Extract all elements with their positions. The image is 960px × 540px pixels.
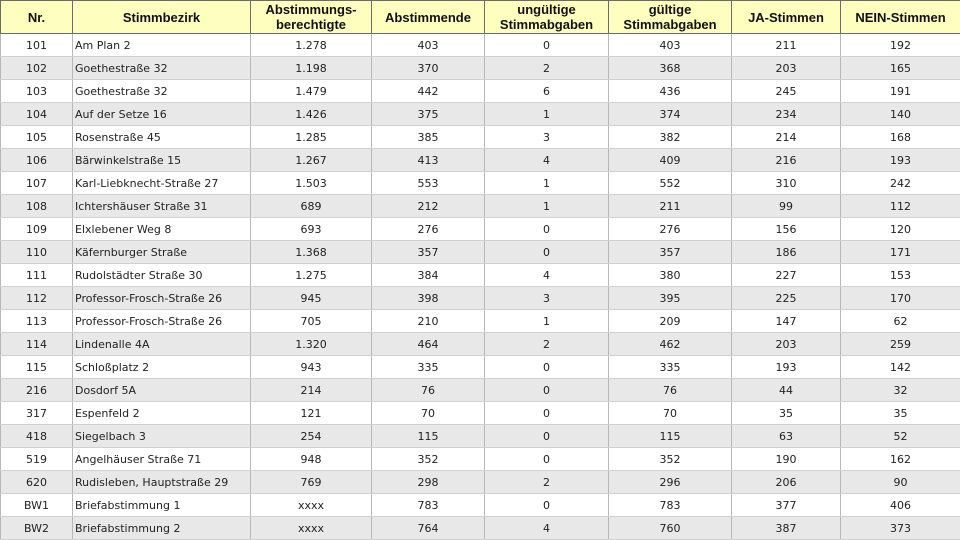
cell-stimmbezirk: Rudisleben, Hauptstraße 29 xyxy=(73,471,251,494)
cell-ungueltige: 0 xyxy=(485,34,609,57)
cell-berechtigte: 948 xyxy=(251,448,372,471)
table-row xyxy=(1,425,960,448)
cell-ungueltige: 3 xyxy=(485,287,609,310)
cell-ungueltige: 4 xyxy=(485,149,609,172)
table-row xyxy=(1,172,960,195)
cell-nr: 101 xyxy=(1,34,73,57)
cell-ungueltige: 2 xyxy=(485,471,609,494)
table-row xyxy=(1,149,960,172)
table-row xyxy=(1,264,960,287)
cell-abstimmende: 352 xyxy=(372,448,485,471)
cell-berechtigte: 1.320 xyxy=(251,333,372,356)
cell-ja: 234 xyxy=(732,103,841,126)
cell-gueltige: 380 xyxy=(609,264,732,287)
cell-nr: 107 xyxy=(1,172,73,195)
cell-berechtigte: xxxx xyxy=(251,494,372,517)
cell-abstimmende: 76 xyxy=(372,379,485,402)
cell-stimmbezirk: Am Plan 2 xyxy=(73,34,251,57)
cell-abstimmende: 210 xyxy=(372,310,485,333)
table-row xyxy=(1,333,960,356)
cell-stimmbezirk: Professor-Frosch-Straße 26 xyxy=(73,287,251,310)
table-row xyxy=(1,34,960,57)
header-gueltige: gültige Stimmabgaben xyxy=(609,1,732,34)
table-row xyxy=(1,126,960,149)
cell-gueltige: 374 xyxy=(609,103,732,126)
cell-berechtigte: 1.275 xyxy=(251,264,372,287)
table-body xyxy=(1,34,960,540)
table-row xyxy=(1,471,960,494)
table-row xyxy=(1,218,960,241)
cell-ungueltige: 6 xyxy=(485,80,609,103)
cell-stimmbezirk: Rosenstraße 45 xyxy=(73,126,251,149)
cell-ja: 99 xyxy=(732,195,841,218)
cell-berechtigte: 254 xyxy=(251,425,372,448)
cell-ja: 190 xyxy=(732,448,841,471)
cell-nein: 406 xyxy=(841,494,960,517)
cell-abstimmende: 413 xyxy=(372,149,485,172)
cell-stimmbezirk: Käfernburger Straße xyxy=(73,241,251,264)
cell-stimmbezirk: Elxlebener Weg 8 xyxy=(73,218,251,241)
cell-nein: 35 xyxy=(841,402,960,425)
cell-ungueltige: 4 xyxy=(485,264,609,287)
cell-abstimmende: 115 xyxy=(372,425,485,448)
cell-nein: 142 xyxy=(841,356,960,379)
cell-nr: 216 xyxy=(1,379,73,402)
cell-gueltige: 403 xyxy=(609,34,732,57)
cell-ja: 193 xyxy=(732,356,841,379)
cell-ja: 186 xyxy=(732,241,841,264)
cell-abstimmende: 464 xyxy=(372,333,485,356)
cell-nein: 191 xyxy=(841,80,960,103)
cell-ja: 203 xyxy=(732,57,841,80)
cell-ja: 63 xyxy=(732,425,841,448)
cell-nr: 108 xyxy=(1,195,73,218)
cell-ja: 214 xyxy=(732,126,841,149)
cell-gueltige: 296 xyxy=(609,471,732,494)
table-row xyxy=(1,402,960,425)
cell-stimmbezirk: Dosdorf 5A xyxy=(73,379,251,402)
cell-stimmbezirk: Goethestraße 32 xyxy=(73,57,251,80)
cell-abstimmende: 298 xyxy=(372,471,485,494)
cell-nr: 317 xyxy=(1,402,73,425)
cell-ja: 147 xyxy=(732,310,841,333)
cell-gueltige: 436 xyxy=(609,80,732,103)
cell-gueltige: 395 xyxy=(609,287,732,310)
cell-nein: 120 xyxy=(841,218,960,241)
cell-gueltige: 409 xyxy=(609,149,732,172)
header-berechtigte: Abstimmungs- berechtigte xyxy=(251,1,372,34)
cell-stimmbezirk: Espenfeld 2 xyxy=(73,402,251,425)
cell-nr: 519 xyxy=(1,448,73,471)
cell-nr: 111 xyxy=(1,264,73,287)
cell-nein: 162 xyxy=(841,448,960,471)
cell-nr: 113 xyxy=(1,310,73,333)
cell-nr: BW2 xyxy=(1,517,73,540)
cell-ungueltige: 0 xyxy=(485,218,609,241)
cell-abstimmende: 370 xyxy=(372,57,485,80)
cell-gueltige: 115 xyxy=(609,425,732,448)
cell-berechtigte: 769 xyxy=(251,471,372,494)
cell-nein: 171 xyxy=(841,241,960,264)
cell-nein: 112 xyxy=(841,195,960,218)
cell-abstimmende: 212 xyxy=(372,195,485,218)
table-row xyxy=(1,287,960,310)
cell-abstimmende: 335 xyxy=(372,356,485,379)
cell-abstimmende: 276 xyxy=(372,218,485,241)
cell-nein: 165 xyxy=(841,57,960,80)
cell-abstimmende: 783 xyxy=(372,494,485,517)
cell-ja: 310 xyxy=(732,172,841,195)
cell-abstimmende: 403 xyxy=(372,34,485,57)
cell-abstimmende: 357 xyxy=(372,241,485,264)
cell-berechtigte: 689 xyxy=(251,195,372,218)
header-ungueltige: ungültige Stimmabgaben xyxy=(485,1,609,34)
cell-ungueltige: 0 xyxy=(485,448,609,471)
cell-gueltige: 352 xyxy=(609,448,732,471)
table-row xyxy=(1,195,960,218)
cell-gueltige: 209 xyxy=(609,310,732,333)
cell-nein: 259 xyxy=(841,333,960,356)
cell-gueltige: 211 xyxy=(609,195,732,218)
cell-stimmbezirk: Goethestraße 32 xyxy=(73,80,251,103)
cell-ja: 225 xyxy=(732,287,841,310)
cell-stimmbezirk: Auf der Setze 16 xyxy=(73,103,251,126)
cell-nein: 52 xyxy=(841,425,960,448)
cell-abstimmende: 764 xyxy=(372,517,485,540)
cell-gueltige: 276 xyxy=(609,218,732,241)
cell-ungueltige: 4 xyxy=(485,517,609,540)
cell-stimmbezirk: Ichtershäuser Straße 31 xyxy=(73,195,251,218)
cell-nein: 140 xyxy=(841,103,960,126)
cell-berechtigte: xxxx xyxy=(251,517,372,540)
cell-ungueltige: 2 xyxy=(485,333,609,356)
cell-gueltige: 70 xyxy=(609,402,732,425)
cell-stimmbezirk: Bärwinkelstraße 15 xyxy=(73,149,251,172)
cell-nein: 373 xyxy=(841,517,960,540)
cell-nein: 168 xyxy=(841,126,960,149)
cell-ja: 245 xyxy=(732,80,841,103)
cell-stimmbezirk: Briefabstimmung 2 xyxy=(73,517,251,540)
cell-berechtigte: 1.198 xyxy=(251,57,372,80)
table-row xyxy=(1,379,960,402)
cell-nein: 242 xyxy=(841,172,960,195)
cell-nein: 153 xyxy=(841,264,960,287)
header-row xyxy=(1,1,960,34)
cell-nein: 90 xyxy=(841,471,960,494)
cell-nr: 418 xyxy=(1,425,73,448)
cell-nr: 115 xyxy=(1,356,73,379)
cell-ungueltige: 1 xyxy=(485,195,609,218)
cell-ja: 387 xyxy=(732,517,841,540)
cell-nr: 106 xyxy=(1,149,73,172)
cell-abstimmende: 384 xyxy=(372,264,485,287)
cell-berechtigte: 1.503 xyxy=(251,172,372,195)
cell-nr: 620 xyxy=(1,471,73,494)
header-nein: NEIN-Stimmen xyxy=(841,1,960,34)
cell-gueltige: 462 xyxy=(609,333,732,356)
cell-abstimmende: 553 xyxy=(372,172,485,195)
cell-berechtigte: 1.426 xyxy=(251,103,372,126)
cell-gueltige: 760 xyxy=(609,517,732,540)
cell-gueltige: 335 xyxy=(609,356,732,379)
table-row xyxy=(1,310,960,333)
table-row xyxy=(1,517,960,540)
cell-nr: 104 xyxy=(1,103,73,126)
cell-stimmbezirk: Briefabstimmung 1 xyxy=(73,494,251,517)
cell-ungueltige: 0 xyxy=(485,494,609,517)
cell-ja: 377 xyxy=(732,494,841,517)
cell-nr: 105 xyxy=(1,126,73,149)
cell-ja: 206 xyxy=(732,471,841,494)
cell-nein: 170 xyxy=(841,287,960,310)
cell-ja: 44 xyxy=(732,379,841,402)
cell-gueltige: 783 xyxy=(609,494,732,517)
cell-ungueltige: 1 xyxy=(485,103,609,126)
cell-ungueltige: 1 xyxy=(485,172,609,195)
cell-nein: 62 xyxy=(841,310,960,333)
cell-ja: 156 xyxy=(732,218,841,241)
cell-stimmbezirk: Lindenalle 4A xyxy=(73,333,251,356)
cell-nein: 193 xyxy=(841,149,960,172)
cell-abstimmende: 385 xyxy=(372,126,485,149)
cell-stimmbezirk: Rudolstädter Straße 30 xyxy=(73,264,251,287)
cell-ja: 35 xyxy=(732,402,841,425)
table-row xyxy=(1,448,960,471)
cell-abstimmende: 70 xyxy=(372,402,485,425)
cell-nein: 32 xyxy=(841,379,960,402)
cell-ungueltige: 0 xyxy=(485,402,609,425)
cell-stimmbezirk: Schloßplatz 2 xyxy=(73,356,251,379)
cell-abstimmende: 398 xyxy=(372,287,485,310)
cell-ja: 216 xyxy=(732,149,841,172)
header-abstimmende: Abstimmende xyxy=(372,1,485,34)
cell-berechtigte: 1.278 xyxy=(251,34,372,57)
cell-ungueltige: 1 xyxy=(485,310,609,333)
cell-ja: 227 xyxy=(732,264,841,287)
table-row xyxy=(1,494,960,517)
cell-berechtigte: 1.479 xyxy=(251,80,372,103)
header-nr: Nr. xyxy=(1,1,73,34)
cell-gueltige: 552 xyxy=(609,172,732,195)
header-stimmbezirk: Stimmbezirk xyxy=(73,1,251,34)
cell-abstimmende: 442 xyxy=(372,80,485,103)
cell-nr: 102 xyxy=(1,57,73,80)
cell-nr: 112 xyxy=(1,287,73,310)
cell-ungueltige: 0 xyxy=(485,425,609,448)
cell-ungueltige: 3 xyxy=(485,126,609,149)
cell-berechtigte: 705 xyxy=(251,310,372,333)
table-row xyxy=(1,80,960,103)
cell-gueltige: 368 xyxy=(609,57,732,80)
cell-nein: 192 xyxy=(841,34,960,57)
cell-berechtigte: 1.267 xyxy=(251,149,372,172)
cell-ungueltige: 0 xyxy=(485,241,609,264)
cell-gueltige: 357 xyxy=(609,241,732,264)
table-row xyxy=(1,241,960,264)
cell-nr: 114 xyxy=(1,333,73,356)
cell-berechtigte: 121 xyxy=(251,402,372,425)
cell-ungueltige: 0 xyxy=(485,356,609,379)
cell-nr: 103 xyxy=(1,80,73,103)
cell-nr: 110 xyxy=(1,241,73,264)
table-row xyxy=(1,57,960,80)
cell-nr: 109 xyxy=(1,218,73,241)
cell-abstimmende: 375 xyxy=(372,103,485,126)
cell-stimmbezirk: Angelhäuser Straße 71 xyxy=(73,448,251,471)
cell-nr: BW1 xyxy=(1,494,73,517)
cell-berechtigte: 693 xyxy=(251,218,372,241)
cell-berechtigte: 945 xyxy=(251,287,372,310)
cell-ja: 211 xyxy=(732,34,841,57)
cell-berechtigte: 1.368 xyxy=(251,241,372,264)
cell-ungueltige: 2 xyxy=(485,57,609,80)
cell-ja: 203 xyxy=(732,333,841,356)
cell-stimmbezirk: Professor-Frosch-Straße 26 xyxy=(73,310,251,333)
cell-stimmbezirk: Karl-Liebknecht-Straße 27 xyxy=(73,172,251,195)
header-ja: JA-Stimmen xyxy=(732,1,841,34)
cell-berechtigte: 943 xyxy=(251,356,372,379)
cell-stimmbezirk: Siegelbach 3 xyxy=(73,425,251,448)
table-row xyxy=(1,356,960,379)
cell-gueltige: 382 xyxy=(609,126,732,149)
cell-berechtigte: 214 xyxy=(251,379,372,402)
table-row xyxy=(1,103,960,126)
cell-berechtigte: 1.285 xyxy=(251,126,372,149)
cell-gueltige: 76 xyxy=(609,379,732,402)
cell-ungueltige: 0 xyxy=(485,379,609,402)
